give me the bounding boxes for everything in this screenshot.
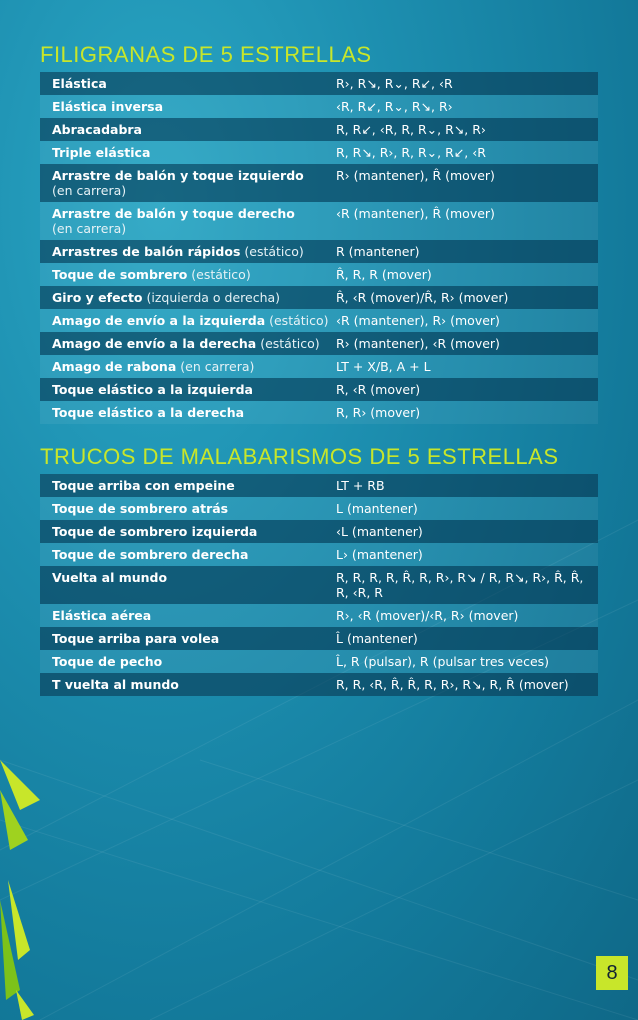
move-input: R›, R↘, R⌄, R↙, ‹R xyxy=(336,76,453,91)
move-input: R› (mantener), R̂ (mover) xyxy=(336,168,495,183)
move-modifier: (estático) xyxy=(191,267,251,282)
table-row xyxy=(40,286,598,309)
content xyxy=(40,40,598,696)
move-name-cell xyxy=(40,244,336,259)
move-input: L (mantener) xyxy=(336,501,418,516)
move-name: Toque de sombrero izquierda xyxy=(52,524,258,539)
move-input: R̂, ‹R (mover)/R̂, R› (mover) xyxy=(336,290,509,305)
section-title-skill-moves: FILIGRANAS DE 5 ESTRELLAS xyxy=(40,42,372,67)
move-input: ‹R (mantener), R› (mover) xyxy=(336,313,500,328)
table-row xyxy=(40,95,598,118)
move-name-cell xyxy=(40,206,336,236)
table-row xyxy=(40,673,598,696)
move-name: Arrastre de balón y toque derecho xyxy=(52,206,295,221)
move-name-cell xyxy=(40,608,336,623)
move-name-cell xyxy=(40,631,336,646)
move-name: Amago de envío a la derecha xyxy=(52,336,257,351)
table-row xyxy=(40,497,598,520)
move-name: Abracadabra xyxy=(52,122,142,137)
move-name: T vuelta al mundo xyxy=(52,677,179,692)
move-name: Arrastres de balón rápidos xyxy=(52,244,241,259)
table-row xyxy=(40,240,598,263)
move-name: Elástica xyxy=(52,76,107,91)
move-input: R›, ‹R (mover)/‹R, R› (mover) xyxy=(336,608,519,623)
move-input: R, R↙, ‹R, R, R⌄, R↘, R› xyxy=(336,122,486,137)
table-row xyxy=(40,118,598,141)
table-row xyxy=(40,309,598,332)
table-row xyxy=(40,355,598,378)
move-input: R, R↘, R›, R, R⌄, R↙, ‹R xyxy=(336,145,486,160)
move-name-cell xyxy=(40,313,336,328)
table-row xyxy=(40,378,598,401)
move-name: Toque de sombrero derecha xyxy=(52,547,249,562)
decorative-leaves xyxy=(0,760,40,1020)
move-input: R, R, ‹R, R̂, R̂, R, R›, R↘, R, R̂ (mover) xyxy=(336,677,569,692)
move-modifier: (estático) xyxy=(260,336,320,351)
move-input: ‹L (mantener) xyxy=(336,524,423,539)
move-input: L› (mantener) xyxy=(336,547,423,562)
table-row xyxy=(40,566,598,604)
move-name-cell xyxy=(40,168,336,198)
table-row xyxy=(40,474,598,497)
move-name: Amago de rabona xyxy=(52,359,177,374)
move-name: Toque arriba para volea xyxy=(52,631,220,646)
move-input: R (mantener) xyxy=(336,244,420,259)
move-name-cell xyxy=(40,122,336,137)
move-name-cell xyxy=(40,654,336,669)
move-modifier: (izquierda o derecha) xyxy=(146,290,281,305)
table-row xyxy=(40,627,598,650)
move-input: R› (mantener), ‹R (mover) xyxy=(336,336,500,351)
move-name-cell xyxy=(40,570,336,585)
move-name-cell xyxy=(40,290,336,305)
table-row xyxy=(40,401,598,424)
move-name-cell xyxy=(40,267,336,282)
move-modifier: (estático) xyxy=(269,313,329,328)
move-input: R, R, R, R, R̂, R, R›, R↘ / R, R↘, R›, R̂, R̂, R, ‹R, R xyxy=(336,570,584,600)
table-row xyxy=(40,650,598,673)
move-name: Elástica aérea xyxy=(52,608,152,623)
move-name-cell xyxy=(40,478,336,493)
table-row xyxy=(40,263,598,286)
move-name-cell xyxy=(40,76,336,91)
table-row xyxy=(40,332,598,355)
move-input: ‹R, R↙, R⌄, R↘, R› xyxy=(336,99,453,114)
move-name: Arrastre de balón y toque izquierdo xyxy=(52,168,304,183)
juggling-table xyxy=(40,474,598,696)
move-name-cell xyxy=(40,336,336,351)
table-row xyxy=(40,202,598,240)
move-input: L̂ (mantener) xyxy=(336,631,418,646)
move-name-cell xyxy=(40,501,336,516)
move-name-cell xyxy=(40,547,336,562)
move-modifier: (en carrera) xyxy=(52,183,127,198)
section-title-juggling: TRUCOS DE MALABARISMOS DE 5 ESTRELLAS xyxy=(40,444,559,469)
move-modifier: (en carrera) xyxy=(52,221,127,236)
move-name: Amago de envío a la izquierda xyxy=(52,313,266,328)
table-row xyxy=(40,520,598,543)
table-row xyxy=(40,72,598,95)
move-name-cell xyxy=(40,382,336,397)
move-name-cell xyxy=(40,677,336,692)
move-input: LT + X/B, A + L xyxy=(336,359,431,374)
move-modifier: (en carrera) xyxy=(180,359,255,374)
table-row xyxy=(40,141,598,164)
move-name-cell xyxy=(40,405,336,420)
move-input: L̂, R (pulsar), R (pulsar tres veces) xyxy=(336,654,550,669)
move-name: Triple elástica xyxy=(52,145,151,160)
move-modifier: (estático) xyxy=(244,244,304,259)
move-name-cell xyxy=(40,359,336,374)
move-input: R, R› (mover) xyxy=(336,405,421,420)
move-input: R, ‹R (mover) xyxy=(336,382,421,397)
move-input: LT + RB xyxy=(336,478,385,493)
page-number: 8 xyxy=(596,956,628,990)
move-name: Toque arriba con empeine xyxy=(52,478,235,493)
move-name-cell xyxy=(40,145,336,160)
move-name: Toque de pecho xyxy=(52,654,163,669)
skill-moves-table xyxy=(40,72,598,424)
move-name: Toque de sombrero xyxy=(52,267,188,282)
move-name: Elástica inversa xyxy=(52,99,164,114)
move-name: Giro y efecto xyxy=(52,290,143,305)
move-name-cell xyxy=(40,99,336,114)
move-name: Toque de sombrero atrás xyxy=(52,501,229,516)
table-row xyxy=(40,604,598,627)
move-name: Toque elástico a la derecha xyxy=(52,405,245,420)
move-input: R̂, R, R (mover) xyxy=(336,267,432,282)
move-input: ‹R (mantener), R̂ (mover) xyxy=(336,206,495,221)
move-name: Toque elástico a la izquierda xyxy=(52,382,253,397)
table-row xyxy=(40,164,598,202)
table-row xyxy=(40,543,598,566)
move-name: Vuelta al mundo xyxy=(52,570,168,585)
move-name-cell xyxy=(40,524,336,539)
